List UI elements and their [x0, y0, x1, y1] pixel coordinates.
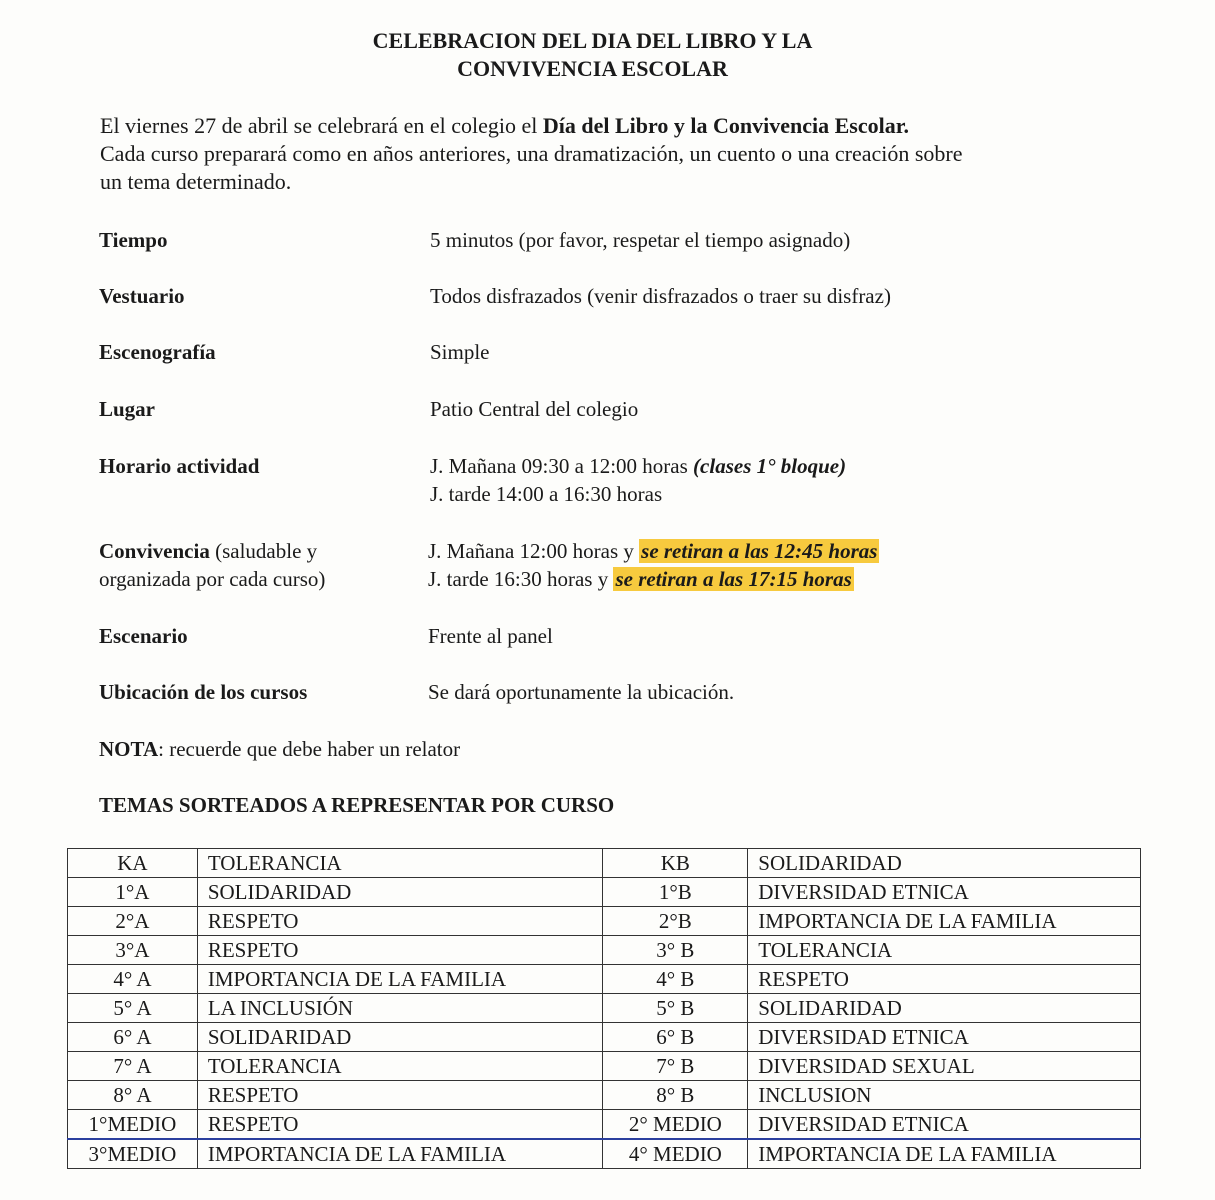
theme-a: RESPETO [197, 936, 603, 965]
table-row [68, 849, 1141, 878]
ubicacion-value: Se dará oportunamente la ubicación. [428, 680, 735, 704]
course-code-b: 3° B [603, 936, 748, 965]
convivencia-morning-highlight: se retiran a las 12:45 horas [641, 539, 878, 563]
lugar-label: Lugar [99, 397, 156, 421]
theme-a: IMPORTANCIA DE LA FAMILIA [197, 965, 603, 994]
convivencia-label-line-2: organizada por cada curso) [99, 567, 326, 591]
theme-a: TOLERANCIA [197, 1052, 603, 1081]
course-code-b: 4° MEDIO [603, 1139, 748, 1169]
course-code-b: 4° B [603, 965, 748, 994]
table-row [68, 1139, 1141, 1169]
lugar-value: Patio Central del colegio [430, 397, 639, 421]
escenario-value: Frente al panel [428, 624, 553, 648]
course-code-a: 1°A [68, 878, 198, 907]
theme-b: DIVERSIDAD ETNICA [748, 878, 1141, 907]
convivencia-label-bold: Convivencia [99, 539, 210, 563]
tiempo-value: 5 minutos (por favor, respetar el tiempo asignado) [430, 228, 851, 252]
theme-b: DIVERSIDAD ETNICA [748, 1023, 1141, 1052]
course-code-a: 3°A [68, 936, 198, 965]
theme-a: SOLIDARIDAD [197, 1023, 603, 1052]
horario-label: Horario actividad [99, 454, 260, 478]
course-code-a: 1°MEDIO [68, 1110, 198, 1140]
convivencia-label [99, 537, 325, 593]
convivencia-label-rest: (saludable y [209, 539, 318, 563]
table-row [68, 936, 1141, 965]
intro-line-1 [100, 112, 1100, 140]
note [99, 735, 460, 763]
theme-a: TOLERANCIA [197, 849, 603, 878]
table-row [68, 878, 1141, 907]
convivencia-value [428, 537, 879, 593]
intro-bold-text: Día del Libro y la Convivencia Escolar. [542, 113, 909, 138]
course-code-b: 2°B [603, 907, 748, 936]
vestuario-value: Todos disfrazados (venir disfrazados o traer su disfraz) [430, 284, 891, 308]
theme-b: DIVERSIDAD SEXUAL [748, 1052, 1141, 1081]
theme-a: RESPETO [197, 907, 603, 936]
intro-paragraph [100, 112, 1100, 196]
theme-a: IMPORTANCIA DE LA FAMILIA [197, 1139, 603, 1169]
table-row [68, 994, 1141, 1023]
title-line-1: CELEBRACION DEL DIA DEL LIBRO Y LA [372, 28, 813, 53]
intro-line-3: un tema determinado. [100, 169, 292, 194]
table-row [68, 1023, 1141, 1052]
theme-b: RESPETO [748, 965, 1141, 994]
escenario-label: Escenario [99, 624, 188, 648]
document-title [0, 27, 1185, 83]
horario-line-1 [430, 452, 846, 480]
theme-b: SOLIDARIDAD [748, 994, 1141, 1023]
course-code-b: 6° B [603, 1023, 748, 1052]
vestuario-label: Vestuario [99, 284, 185, 308]
table-row [68, 965, 1141, 994]
course-code-a: 2°A [68, 907, 198, 936]
theme-b: IMPORTANCIA DE LA FAMILIA [748, 907, 1141, 936]
theme-b: TOLERANCIA [748, 936, 1141, 965]
course-code-a: KA [68, 849, 198, 878]
theme-a: SOLIDARIDAD [197, 878, 603, 907]
intro-text: El viernes 27 de abril se celebrará en el colegio el [100, 113, 543, 138]
escenografia-value: Simple [430, 340, 490, 364]
horario-morning: J. Mañana 09:30 a 12:00 horas [430, 454, 694, 478]
title-line-2: CONVIVENCIA ESCOLAR [457, 56, 728, 81]
convivencia-afternoon: J. tarde 16:30 horas y [428, 567, 614, 591]
course-code-a: 8° A [68, 1081, 198, 1110]
theme-b: INCLUSION [748, 1081, 1141, 1110]
horario-line-2: J. tarde 14:00 a 16:30 horas [430, 482, 663, 506]
horario-value [430, 452, 846, 508]
escenografia-label: Escenografía [99, 340, 216, 364]
course-code-a: 7° A [68, 1052, 198, 1081]
convivencia-label-line-1 [99, 537, 325, 565]
theme-b: IMPORTANCIA DE LA FAMILIA [748, 1139, 1141, 1169]
convivencia-afternoon-highlight: se retiran a las 17:15 horas [615, 567, 852, 591]
course-code-b: 5° B [603, 994, 748, 1023]
horario-morning-note: (clases 1° bloque) [693, 454, 847, 478]
table-row [68, 1052, 1141, 1081]
theme-a: RESPETO [197, 1110, 603, 1140]
course-code-b: 7° B [603, 1052, 748, 1081]
themes-title: TEMAS SORTEADOS A REPRESENTAR POR CURSO [99, 793, 615, 817]
course-code-a: 4° A [68, 965, 198, 994]
themes-table [67, 848, 1141, 1169]
course-code-b: 8° B [603, 1081, 748, 1110]
course-code-b: 1°B [603, 878, 748, 907]
course-code-b: KB [603, 849, 748, 878]
table-row [68, 907, 1141, 936]
course-code-b: 2° MEDIO [603, 1110, 748, 1140]
convivencia-morning: J. Mañana 12:00 horas y [428, 539, 640, 563]
theme-a: RESPETO [197, 1081, 603, 1110]
ubicacion-label: Ubicación de los cursos [99, 680, 308, 704]
note-text: : recuerde que debe haber un relator [158, 737, 461, 761]
convivencia-line-1 [428, 537, 879, 565]
convivencia-line-2 [428, 565, 879, 593]
themes-table-body [68, 849, 1141, 1169]
theme-b: DIVERSIDAD ETNICA [748, 1110, 1141, 1140]
table-row [68, 1110, 1141, 1140]
tiempo-label: Tiempo [99, 228, 168, 252]
course-code-a: 5° A [68, 994, 198, 1023]
table-row [68, 1081, 1141, 1110]
theme-b: SOLIDARIDAD [748, 849, 1141, 878]
theme-a: LA INCLUSIÓN [197, 994, 603, 1023]
course-code-a: 6° A [68, 1023, 198, 1052]
intro-line-2: Cada curso preparará como en años anteriores, una dramatización, un cuento o una creación sobre [100, 141, 963, 166]
note-label: NOTA [99, 737, 159, 761]
course-code-a: 3°MEDIO [68, 1139, 198, 1169]
